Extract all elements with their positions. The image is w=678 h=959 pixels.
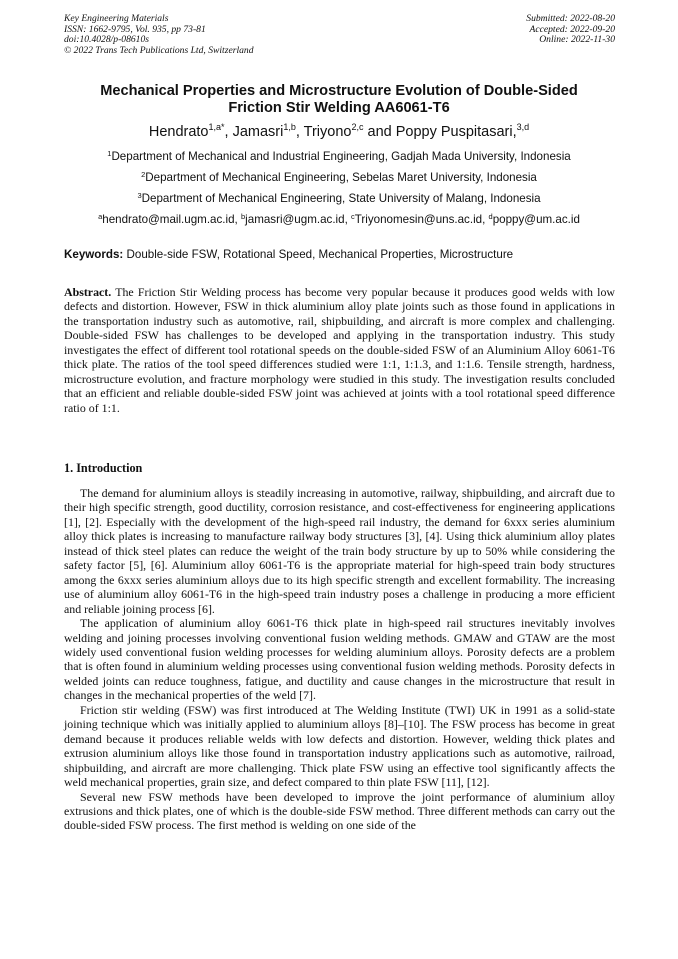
affiliation-text: Department of Mechanical and Industrial Engineering, Gadjah Mada University, Indonesia xyxy=(111,150,571,163)
abstract xyxy=(64,285,615,415)
journal-header-left xyxy=(64,14,254,56)
journal-name: Key Engineering Materials xyxy=(64,13,169,24)
author-affiliation-marker: 2,c xyxy=(351,122,364,132)
keywords-label: Keywords: xyxy=(64,248,124,261)
author-name: Jamasri xyxy=(232,124,284,140)
email-link[interactable]: hendrato@mail.ugm.ac.id, xyxy=(102,213,241,226)
issn-line: ISSN: 1662-9795, Vol. 935, pp 73-81 xyxy=(64,23,206,35)
doi-link[interactable]: doi:10.4028/p-08610s xyxy=(64,34,150,46)
online-date: Online: 2022-11-30 xyxy=(539,34,615,46)
keywords-text: Double-side FSW, Rotational Speed, Mechanical Properties, Microstructure xyxy=(123,248,514,261)
journal-header-right xyxy=(526,14,615,46)
author-name: Hendrato xyxy=(148,124,209,140)
author-emails xyxy=(30,213,648,227)
affiliation-text: Department of Mechanical Engineering, State University of Malang, Indonesia xyxy=(141,192,541,205)
email-marker: a xyxy=(98,212,103,221)
author-separator: , xyxy=(295,124,304,140)
affiliation-marker: 1 xyxy=(107,149,112,158)
paragraph: Several new FSW methods have been developed to improve the joint performance of aluminium alloy extrusions and thick plates, one of which is the double-side FSW method. Three different methods can carry out the double-sided FSW process. The first method is welding on one side of the xyxy=(64,789,615,833)
affiliation-2 xyxy=(30,171,648,185)
copyright-line: © 2022 Trans Tech Publications Ltd, Switzerland xyxy=(64,44,254,56)
keywords xyxy=(64,248,616,262)
paragraph: Friction stir welding (FSW) was first introduced at The Welding Institute (TWI) UK in 1991 as a solid-state joining technique which was initially applied to aluminium alloys [8]–[10]. The FSW process has become in great demand because it produces reliable welds with low defects and distortion. However, welding thick plates and extrusion aluminium alloys like those found in transportation industry applications such as automotive, railroad, shipbuilding, and aircraft are more challenging. Thick plate FSW using an effective tool significantly affects the weld mechanical properties, grain size, and defect compared to thin plate FSW [11], [12]. xyxy=(64,702,615,790)
accepted-date: Accepted: 2022-09-20 xyxy=(529,23,615,35)
email-link[interactable]: jamasri@ugm.ac.id, xyxy=(245,213,352,226)
author-affiliation-marker: 3,d xyxy=(516,122,530,132)
introduction-body xyxy=(64,486,615,833)
abstract-text: The Friction Stir Welding process has become very popular because it produces good welds with low defects and distortion. However, FSW in thick aluminium alloy plate joints such as those found in applications in the transportation industry such as automotive, rail, shipbuilding, and aircraft is more complex and challenging. Double-sided FSW has challenges to be developed and applying in the transportation industry. This study investigates the effect of different tool rotational speeds on the double-sided FSW of an Aluminium Alloy 6061-T6 thick plate. The ratios of the tool speed differences studied were 1:1, 1:1.3, and 1:1.6. Tensile strength, hardness, microstructure evolution, and fracture morphology were studied in this study. The investigation results concluded that an efficient and reliable double-sided FSW joint was achieved at joints with a tool rotational speed difference ratio of 1:1. xyxy=(64,285,615,415)
author-separator: and xyxy=(363,124,396,140)
submitted-date: Submitted: 2022-08-20 xyxy=(526,13,615,24)
email-link[interactable]: poppy@um.ac.id xyxy=(492,213,580,226)
section-heading-introduction: 1. Introduction xyxy=(64,461,143,475)
title-line-1: Mechanical Properties and Microstructure Evolution of Double-Sided xyxy=(100,83,578,99)
author-name: Poppy Puspitasari, xyxy=(395,124,517,140)
author-list xyxy=(40,124,638,141)
affiliation-text: Department of Mechanical Engineering, Sebelas Maret University, Indonesia xyxy=(145,171,537,184)
abstract-label: Abstract. xyxy=(64,285,112,299)
affiliation-marker: 2 xyxy=(141,170,146,179)
paper-title xyxy=(50,83,628,117)
email-link[interactable]: Triyonomesin@uns.ac.id, xyxy=(354,213,489,226)
affiliation-3 xyxy=(30,192,648,206)
author-name: Triyono xyxy=(303,124,352,140)
affiliation-marker: 3 xyxy=(137,191,142,200)
author-affiliation-marker: 1,b xyxy=(283,122,296,132)
paragraph: The demand for aluminium alloys is steadily increasing in automotive, railway, shipbuilding, and aircraft due to their high specific strength, good ductility, corrosion resistance, and cost-effectiveness for engineering applications [1], [2]. Especially with the development of the high-speed rail industry, the demand for 6xxx series aluminium alloy thick plates is increasing to manufacture railway body structures [3], [4]. Using thick aluminium alloy plates instead of thick steel plates can reduce the weight of the train body structure by up to 50% while considering the safety factor [5], [6]. Aluminium alloy 6061-T6 is the appropriate material for high-speed train body structures among the 6xxx series aluminium alloys due to its high specific strength and excellent formability. The increasing use of aluminium alloy 6061-T6 in the high-speed train industry poses a challenge in producing a more efficient and reliable joining process [6]. xyxy=(64,486,615,616)
author-affiliation-marker: 1,a* xyxy=(208,122,225,132)
email-marker: d xyxy=(488,212,493,221)
email-marker: c xyxy=(351,212,355,221)
email-marker: b xyxy=(241,212,246,221)
author-separator: , xyxy=(224,124,233,140)
affiliation-1 xyxy=(30,150,648,164)
title-line-2: Friction Stir Welding AA6061-T6 xyxy=(228,100,450,116)
paragraph: The application of aluminium alloy 6061-T6 thick plate in high-speed rail structures inevitably involves welding and joining processes involving conventional fusion welding methods. GMAW and GTAW are the most widely used conventional fusion welding processes for welding aluminium alloys. Porosity defects are a problem that is often found in aluminium welding processes using conventional fusion welding methods. Porosity defects in welded joints can reduce toughness, fatigue, and ductility and cause changes in the microstructure that result in changes in the mechanical properties of the weld [7]. xyxy=(64,616,615,703)
